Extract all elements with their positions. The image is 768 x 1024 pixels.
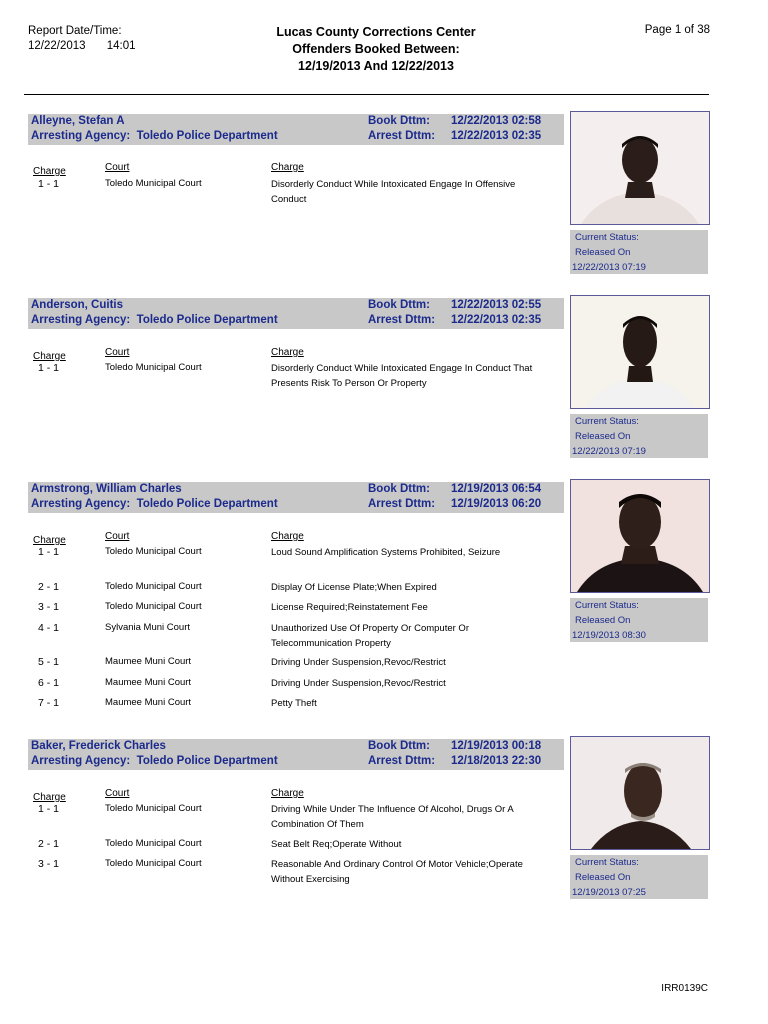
report-date: 12/22/2013 [28,40,86,52]
arrest-label: Arrest Dttm: [368,498,436,510]
status-time: 12/19/2013 08:30 [572,630,646,641]
charge-description: License Required;Reinstatement Fee [271,602,428,613]
book-label: Book Dttm: [368,483,430,495]
mugshot-photo [570,295,710,409]
status-value: Released On [575,431,631,442]
charge-court: Toledo Municipal Court [105,362,202,373]
arrest-datetime: 12/19/2013 06:20 [451,498,542,510]
status-time: 12/19/2013 07:25 [572,887,646,898]
charge-description: Driving Under Suspension,Revoc/Restrict [271,678,446,689]
offender-header [28,298,564,329]
mugshot-photo [570,736,710,850]
charge-number: 3 - 1 [38,858,60,870]
page-number: Page 1 of 38 [644,24,710,36]
header-divider [24,94,709,95]
charge-number: 3 - 1 [38,601,60,613]
status-time: 12/22/2013 07:19 [572,262,646,273]
status-label: Current Status: [575,232,639,243]
current-status-box [570,855,708,899]
current-status-box [570,598,708,642]
charge-court: Toledo Municipal Court [105,803,202,814]
charge-description: Seat Belt Req;Operate Without [271,839,402,850]
mugshot-photo [570,111,710,225]
charge-description: Reasonable And Ordinary Control Of Motor Vehicle;Operate Without Exercising [271,859,523,885]
arrest-label: Arrest Dttm: [368,314,436,326]
charge-description: Display Of License Plate;When Expired [271,582,437,593]
charge-court: Toledo Municipal Court [105,858,202,869]
charge-number: 5 - 1 [38,656,60,668]
book-datetime: 12/22/2013 02:58 [451,115,542,127]
charge-number: 6 - 1 [38,677,60,689]
offender-name: Alleyne, Stefan A [31,115,125,127]
offender-name: Armstrong, William Charles [31,483,182,495]
mugshot-photo [570,479,710,593]
offender-header [28,482,564,513]
charge-description: Petty Theft [271,698,317,709]
charge-header: Charge [271,788,304,799]
charge-description: Unauthorized Use Of Property Or Computer Or Telecommunication Property [271,623,469,649]
current-status-box [570,414,708,458]
arrest-label: Arrest Dttm: [368,130,436,142]
arrest-datetime: 12/22/2013 02:35 [451,130,542,142]
agency-value: Toledo Police Department [136,755,278,767]
charge-description: Driving While Under The Influence Of Alcohol, Drugs Or A Combination Of Them [271,804,514,830]
charge-description: Loud Sound Amplification Systems Prohibited, Seizure [271,547,501,558]
report-subtitle: Offenders Booked Between: [292,42,460,56]
charge-court: Toledo Municipal Court [105,601,202,612]
agency-label: Arresting Agency: [31,498,131,510]
agency-label: Arresting Agency: [31,314,131,326]
status-time: 12/22/2013 07:19 [572,446,646,457]
report-title-block [220,24,532,75]
charge-number: 1 - 1 [38,178,60,190]
status-value: Released On [575,247,631,258]
offender-name: Anderson, Cuitis [31,299,124,311]
book-label: Book Dttm: [368,115,430,127]
court-header: Court [105,347,130,358]
report-datetime [28,24,136,54]
status-label: Current Status: [575,857,639,868]
report-date-label: Report Date/Time: [28,25,122,37]
agency-value: Toledo Police Department [136,314,278,326]
arrest-datetime: 12/22/2013 02:35 [451,314,542,326]
mugshot-image [571,296,709,408]
arrest-label: Arrest Dttm: [368,755,436,767]
charge-number-header: Charge [33,351,66,362]
report-code: IRR0139C [661,983,708,994]
offender-header [28,739,564,770]
court-header: Court [105,531,130,542]
charge-court: Toledo Municipal Court [105,178,202,189]
charge-court: Sylvania Muni Court [105,622,191,633]
status-value: Released On [575,872,631,883]
offender-name: Baker, Frederick Charles [31,740,166,752]
status-value: Released On [575,615,631,626]
charge-description: Driving Under Suspension,Revoc/Restrict [271,657,446,668]
charge-number: 1 - 1 [38,362,60,374]
charge-header: Charge [271,347,304,358]
charge-number-header: Charge [33,535,66,546]
charge-number: 2 - 1 [38,838,60,850]
book-label: Book Dttm: [368,299,430,311]
agency-label: Arresting Agency: [31,755,131,767]
book-datetime: 12/22/2013 02:55 [451,299,542,311]
book-datetime: 12/19/2013 06:54 [451,483,542,495]
charge-description: Disorderly Conduct While Intoxicated Engage In Offensive Conduct [271,179,516,205]
charge-description: Disorderly Conduct While Intoxicated Engage In Conduct That Presents Risk To Person Or Property [271,363,533,389]
agency-label: Arresting Agency: [31,130,131,142]
current-status-box [570,230,708,274]
mugshot-image [571,737,709,849]
report-time: 14:01 [106,40,136,52]
agency-value: Toledo Police Department [136,130,278,142]
arrest-datetime: 12/18/2013 22:30 [451,755,542,767]
report-range: 12/19/2013 And 12/22/2013 [298,59,454,73]
charge-header: Charge [271,162,304,173]
charge-number: 4 - 1 [38,622,60,634]
charge-number: 1 - 1 [38,803,60,815]
court-header: Court [105,162,130,173]
offender-header [28,114,564,145]
report-title: Lucas County Corrections Center [276,25,476,39]
agency-value: Toledo Police Department [136,498,278,510]
charge-court: Maumee Muni Court [105,677,192,688]
mugshot-image [571,480,709,592]
charge-court: Maumee Muni Court [105,656,192,667]
charge-number: 1 - 1 [38,546,60,558]
charge-number-header: Charge [33,792,66,803]
mugshot-image [571,112,709,224]
charge-number: 7 - 1 [38,697,60,709]
book-label: Book Dttm: [368,740,430,752]
charge-court: Toledo Municipal Court [105,546,202,557]
charge-court: Maumee Muni Court [105,697,192,708]
status-label: Current Status: [575,600,639,611]
status-label: Current Status: [575,416,639,427]
charge-number: 2 - 1 [38,581,60,593]
charge-number-header: Charge [33,166,66,177]
charge-court: Toledo Municipal Court [105,581,202,592]
charge-court: Toledo Municipal Court [105,838,202,849]
charge-header: Charge [271,531,304,542]
book-datetime: 12/19/2013 00:18 [451,740,542,752]
court-header: Court [105,788,130,799]
